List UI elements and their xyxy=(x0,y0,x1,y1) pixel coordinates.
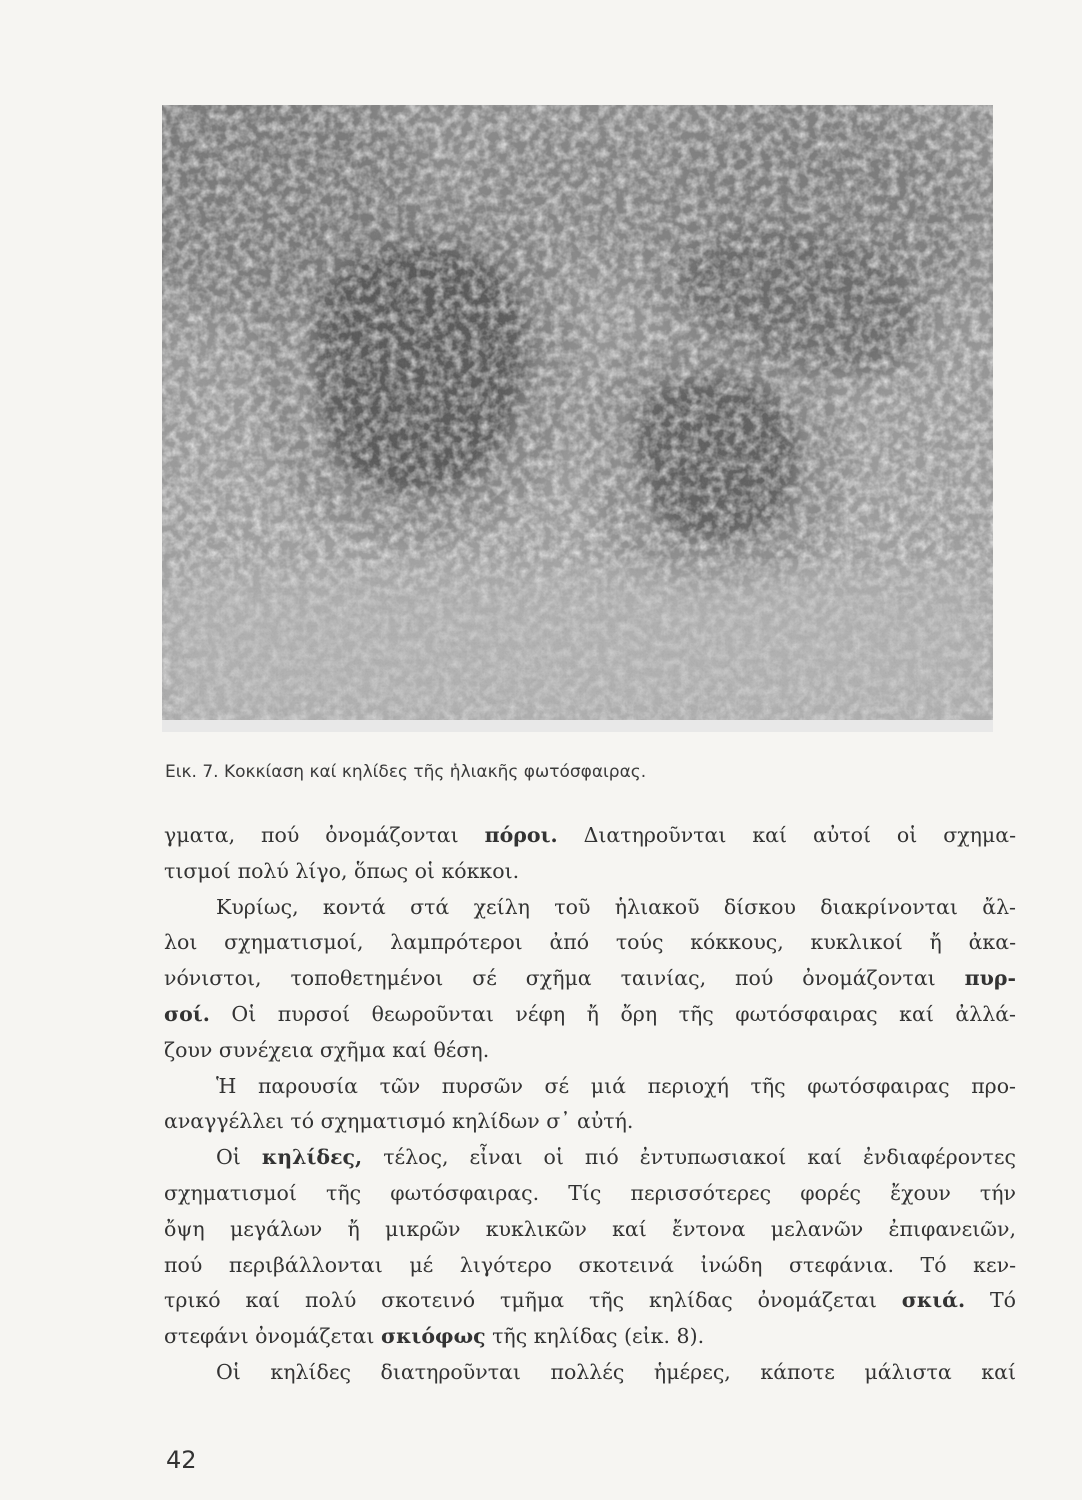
text-line xyxy=(164,1140,1016,1176)
text-line: σχηματισμοί τῆς φωτόσφαιρας. Τίς περισσότερες φορές ἔχουν τήν xyxy=(164,1180,1016,1205)
term-sunspots: κηλίδες, xyxy=(261,1145,363,1170)
text-line: τισμοί πολύ λίγο, ὅπως οἱ κόκκοι. xyxy=(164,858,520,883)
text-line xyxy=(164,1283,1016,1319)
paragraph-3 xyxy=(164,1069,1016,1141)
text-run: τρικό καί πολύ σκοτεινό τμῆμα τῆς κηλίδας ὀνομάζεται xyxy=(164,1288,902,1313)
text-line: Κυρίως, κοντά στά χείλη τοῦ ἡλιακοῦ δίσκου διακρίνονται ἄλ- xyxy=(216,894,1016,919)
text-run: νόνιστοι, τοποθετημένοι σέ σχῆμα ταινίας, πού ὀνομάζονται xyxy=(164,966,965,991)
sunspot-photograph xyxy=(162,105,993,732)
text-line: Ἡ παρουσία τῶν πυρσῶν σέ μιά περιοχή τῆς φωτόσφαιρας προ- xyxy=(216,1073,1016,1098)
text-run: τέλος, εἶναι οἱ πιό ἐντυπωσιακοί καί ἐνδιαφέροντες xyxy=(362,1145,1016,1170)
term-faculae-part: σοί. xyxy=(164,1001,210,1026)
paragraph-4 xyxy=(164,1140,1016,1355)
text-line: ζουν συνέχεια σχῆμα καί θέση. xyxy=(164,1037,490,1062)
text-line: λοι σχηματισμοί, λαμπρότεροι ἀπό τούς κόκκους, κυκλικοί ἤ ἀκα- xyxy=(164,930,1016,955)
text-line: αναγγέλλει τό σχηματισμό κηλίδων σ᾽ αὐτή. xyxy=(164,1109,634,1134)
paragraph-5 xyxy=(164,1355,1016,1391)
text-line xyxy=(164,1319,1016,1355)
figure-caption: Εικ. 7. Κοκκίαση καί κηλίδες τῆς ἡλιακῆς φωτόσφαιρας. xyxy=(165,762,647,782)
text-line: ὄψη μεγάλων ἤ μικρῶν κυκλικῶν καί ἔντονα μελανῶν ἐπιφανειῶν, xyxy=(164,1216,1016,1241)
text-run: τῆς κηλίδας (εἰκ. 8). xyxy=(485,1324,705,1349)
body-text xyxy=(164,818,1016,1391)
term-penumbra: σκιόφως xyxy=(380,1324,486,1349)
text-run: Οἱ xyxy=(216,1145,262,1170)
paragraph-1 xyxy=(164,818,1016,890)
term-faculae-part: πυρ- xyxy=(964,966,1016,991)
text-run: γματα, πού ὀνομάζονται xyxy=(164,823,485,847)
text-line xyxy=(164,961,1016,997)
page-number: 42 xyxy=(166,1446,197,1474)
text-run: στεφάνι ὀνομάζεται xyxy=(164,1324,381,1349)
text-line xyxy=(164,818,1016,854)
text-run: Οἱ πυρσοί θεωροῦνται νέφη ἤ ὄρη τῆς φωτόσφαιρας καί ἀλλά- xyxy=(209,1001,1016,1026)
paragraph-2 xyxy=(164,890,1016,1069)
term-umbra: σκιά. xyxy=(901,1288,966,1313)
term-pores: πόροι. xyxy=(484,823,558,847)
text-line: Οἱ κηλίδες διατηροῦνται πολλές ἡμέρες, κάποτε μάλιστα καί xyxy=(216,1359,1016,1384)
text-line xyxy=(164,997,1016,1033)
text-run: Τό xyxy=(965,1288,1016,1313)
photo-image xyxy=(162,105,993,732)
text-run: Διατηροῦνται καί αὐτοί οἱ σχημα- xyxy=(557,823,1016,847)
text-line: πού περιβάλλονται μέ λιγότερο σκοτεινά ἰνώδη στεφάνια. Τό κεν- xyxy=(164,1252,1016,1277)
